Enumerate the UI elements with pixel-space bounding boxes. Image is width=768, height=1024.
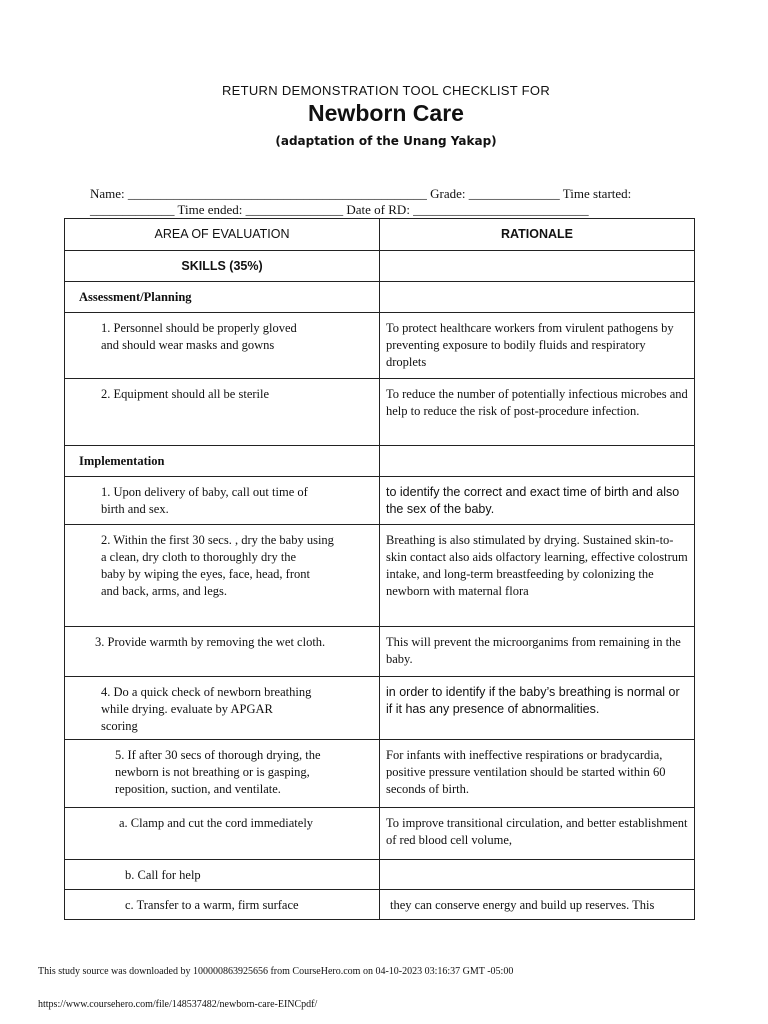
student-info-line-1: Name: ______________________________________________ Grade: ______________ Time started: bbox=[90, 186, 632, 201]
rationale-cell: to identify the correct and exact time of birth and also the sex of the baby. bbox=[380, 477, 695, 525]
table-row bbox=[65, 627, 695, 677]
rationale-cell: For infants with ineffective respirations or bradycardia, positive pressure ventilation should be started within 60 seconds of birth. bbox=[380, 740, 695, 808]
table-row bbox=[65, 313, 695, 379]
table-row bbox=[65, 477, 695, 525]
area-cell: c. Transfer to a warm, firm surface bbox=[65, 890, 380, 920]
rationale-cell: in order to identify if the baby’s breathing is normal or if it has any presence of abnormalities. bbox=[380, 677, 695, 740]
table-row bbox=[65, 677, 695, 740]
page-subtitle: (adaptation of the Unang Yakap) bbox=[275, 134, 497, 148]
rationale-header: RATIONALE bbox=[380, 219, 695, 251]
empty-cell bbox=[380, 446, 695, 477]
empty-cell bbox=[380, 282, 695, 313]
area-cell: 3. Provide warmth by removing the wet cloth. bbox=[65, 627, 380, 677]
area-cell: 4. Do a quick check of newborn breathing while drying. evaluate by APGAR scoring bbox=[65, 677, 380, 740]
table-row bbox=[65, 860, 695, 890]
area-cell: a. Clamp and cut the cord immediately bbox=[65, 808, 380, 860]
page-title: Newborn Care bbox=[308, 100, 464, 126]
rationale-cell: This will prevent the microorganims from remaining in the baby. bbox=[380, 627, 695, 677]
student-info-line-2: _____________ Time ended: _______________ Date of RD: ___________________________ bbox=[90, 202, 589, 217]
skills-row bbox=[65, 251, 695, 282]
area-cell: 2. Within the first 30 secs. , dry the baby using a clean, dry cloth to thoroughly dry the baby by wiping the eyes, face, head, front and back, arms, and legs. bbox=[65, 525, 380, 627]
table-header-row bbox=[65, 219, 695, 251]
rationale-cell: they can conserve energy and build up reserves. This bbox=[380, 890, 695, 920]
table-row bbox=[65, 379, 695, 446]
download-notice: This study source was downloaded by 100000863925656 from CourseHero.com on 04-10-2023 03:16:37 GMT -05:00 bbox=[38, 966, 514, 977]
rationale-cell bbox=[380, 860, 695, 890]
table-row bbox=[65, 525, 695, 627]
section-label-implementation: Implementation bbox=[65, 446, 380, 477]
area-cell: 1. Upon delivery of baby, call out time of birth and sex. bbox=[65, 477, 380, 525]
empty-cell bbox=[380, 251, 695, 282]
rationale-cell: Breathing is also stimulated by drying. Sustained skin-to-skin contact also aids olfactory learning, effective colostrum intake, and long-term breastfeeding by colonizing the newborn with maternal flora bbox=[380, 525, 695, 627]
area-of-evaluation-header: AREA OF EVALUATION bbox=[65, 219, 380, 251]
table-row bbox=[65, 808, 695, 860]
section-row-assessment bbox=[65, 282, 695, 313]
evaluation-table bbox=[64, 218, 695, 920]
section-label-assessment: Assessment/Planning bbox=[65, 282, 380, 313]
area-cell: 5. If after 30 secs of thorough drying, the newborn is not breathing or is gasping, reposition, suction, and ventilate. bbox=[65, 740, 380, 808]
table-row bbox=[65, 740, 695, 808]
skills-label: SKILLS (35%) bbox=[65, 251, 380, 282]
rationale-cell: To reduce the number of potentially infectious microbes and help to reduce the risk of post-procedure infection. bbox=[380, 379, 695, 446]
area-cell: b. Call for help bbox=[65, 860, 380, 890]
area-cell: 1. Personnel should be properly gloved and should wear masks and gowns bbox=[65, 313, 380, 379]
rationale-cell: To protect healthcare workers from virulent pathogens by preventing exposure to bodily fluids and respiratory droplets bbox=[380, 313, 695, 379]
rationale-cell: To improve transitional circulation, and better establishment of red blood cell volume, bbox=[380, 808, 695, 860]
section-row-implementation bbox=[65, 446, 695, 477]
area-cell: 2. Equipment should all be sterile bbox=[65, 379, 380, 446]
table-row bbox=[65, 890, 695, 920]
checklist-heading: RETURN DEMONSTRATION TOOL CHECKLIST FOR bbox=[221, 83, 551, 98]
source-url[interactable]: https://www.coursehero.com/file/148537482/newborn-care-EINCpdf/ bbox=[38, 999, 318, 1010]
